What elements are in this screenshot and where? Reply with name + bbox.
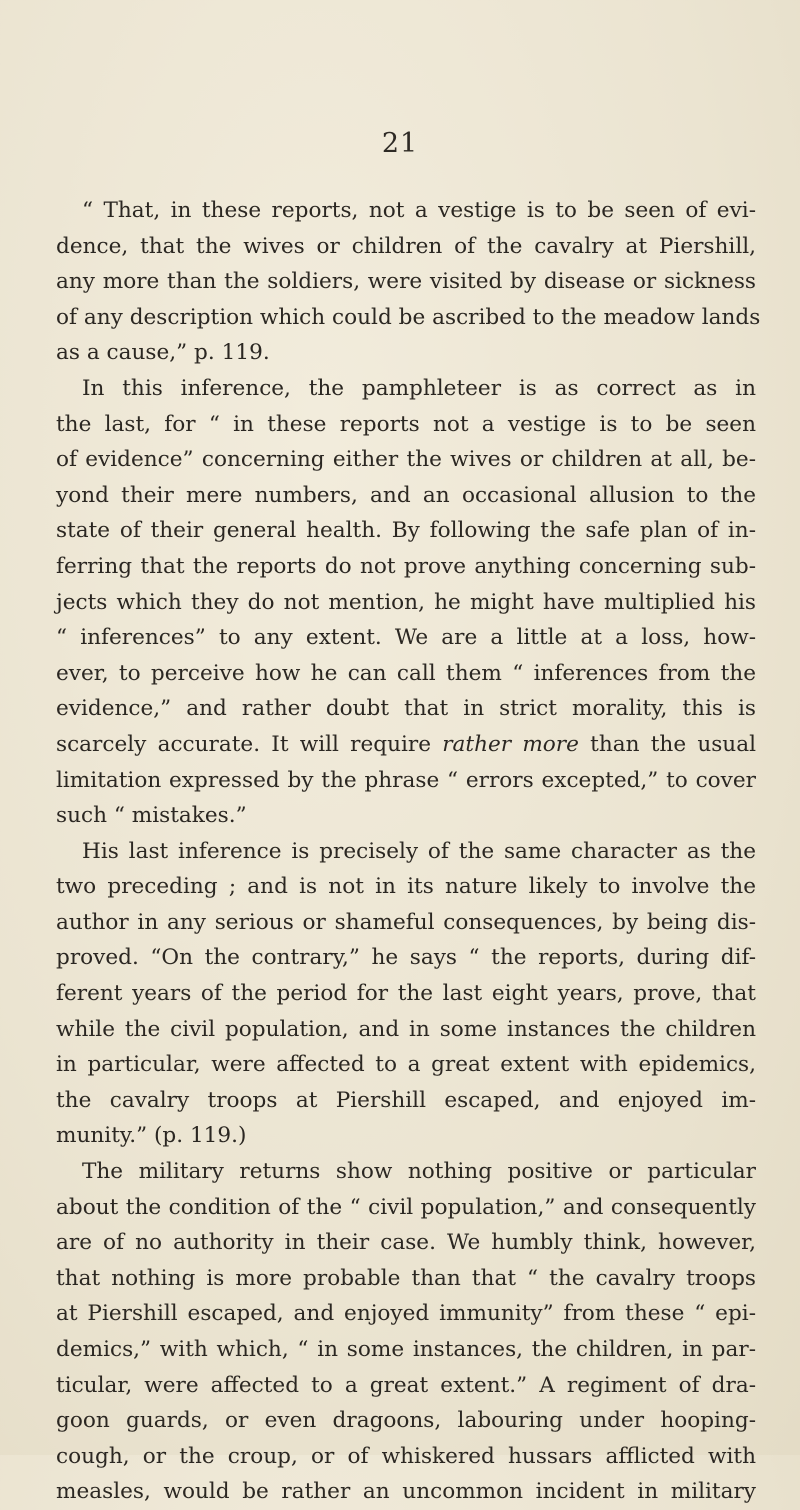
text-line (56, 727, 756, 763)
body-text (56, 193, 761, 1510)
text-line: The military returns show nothing positive or particular (82, 1159, 756, 1185)
text-line: ticular, were affected to a great extent.” A regiment of dra- (56, 1372, 756, 1398)
text-line: author in any serious or shameful consequences, by being dis- (56, 909, 756, 935)
text-run: scarcely accurate. It will require (56, 731, 431, 757)
text-line: goon guards, or even dragoons, labouring under hooping- (56, 1408, 756, 1434)
text-line: proved. “On the contrary,” he says “ the reports, during dif- (56, 945, 756, 971)
text-line: the last, for “ in these reports not a vestige is to be seen (56, 411, 756, 437)
text-run: than the usual (590, 731, 756, 757)
text-line: munity.” (p. 119.) (56, 1123, 247, 1149)
text-line: any more than the soldiers, were visited by disease or sickness (56, 269, 756, 295)
text-line: cough, or the croup, or of whiskered hussars afflicted with (56, 1443, 756, 1469)
text-line: ever, to perceive how he can call them “ inferences from the (56, 660, 756, 686)
text-line: in particular, were affected to a great extent with epidemics, (56, 1052, 756, 1078)
text-line: evidence,” and rather doubt that in strict morality, this is (56, 696, 756, 722)
text-line: two preceding ; and is not in its nature likely to involve the (56, 874, 756, 900)
text-line: ferent years of the period for the last eight years, prove, that (56, 981, 756, 1007)
italic-emphasis: rather more (442, 731, 579, 757)
page-number: 21 (381, 128, 419, 159)
text-line: the cavalry troops at Piershill escaped, and enjoyed im- (56, 1087, 756, 1113)
text-line: “ That, in these reports, not a vestige is to be seen of evi- (82, 198, 756, 223)
text-line: about the condition of the “ civil population,” and consequently (56, 1194, 756, 1220)
text-line: such “ mistakes.” (56, 803, 247, 829)
text-line: that nothing is more probable than that “ the cavalry troops (56, 1265, 756, 1291)
text-line: jects which they do not mention, he might have multiplied his (56, 589, 756, 615)
text-line: limitation expressed by the phrase “ errors excepted,” to cover (56, 767, 756, 793)
text-line: are of no authority in their case. We humbly think, however, (56, 1230, 756, 1256)
text-line: of evidence” concerning either the wives or children at all, be- (56, 447, 756, 473)
text-line: as a cause,” p. 119. (56, 340, 270, 366)
text-line: of any description which could be ascribed to the meadow lands (56, 304, 761, 330)
text-line: at Piershill escaped, and enjoyed immunity” from these “ epi- (56, 1301, 756, 1327)
text-line: ferring that the reports do not prove anything concerning sub- (56, 553, 756, 579)
text-line: demics,” with which, “ in some instances, the children, in par- (56, 1337, 756, 1362)
text-line: measles, would be rather an uncommon incident in military (56, 1479, 756, 1505)
text-line: “ inferences” to any extent. We are a little at a loss, how- (56, 625, 756, 651)
text-line: His last inference is precisely of the same character as the (82, 838, 756, 864)
text-line: state of their general health. By following the safe plan of in- (56, 518, 756, 544)
text-line: while the civil population, and in some instances the children (56, 1016, 756, 1042)
text-line: yond their mere numbers, and an occasional allusion to the (56, 482, 756, 508)
text-line: In this inference, the pamphleteer is as correct as in (82, 375, 756, 401)
text-line: dence, that the wives or children of the cavalry at Piershill, (56, 233, 756, 259)
